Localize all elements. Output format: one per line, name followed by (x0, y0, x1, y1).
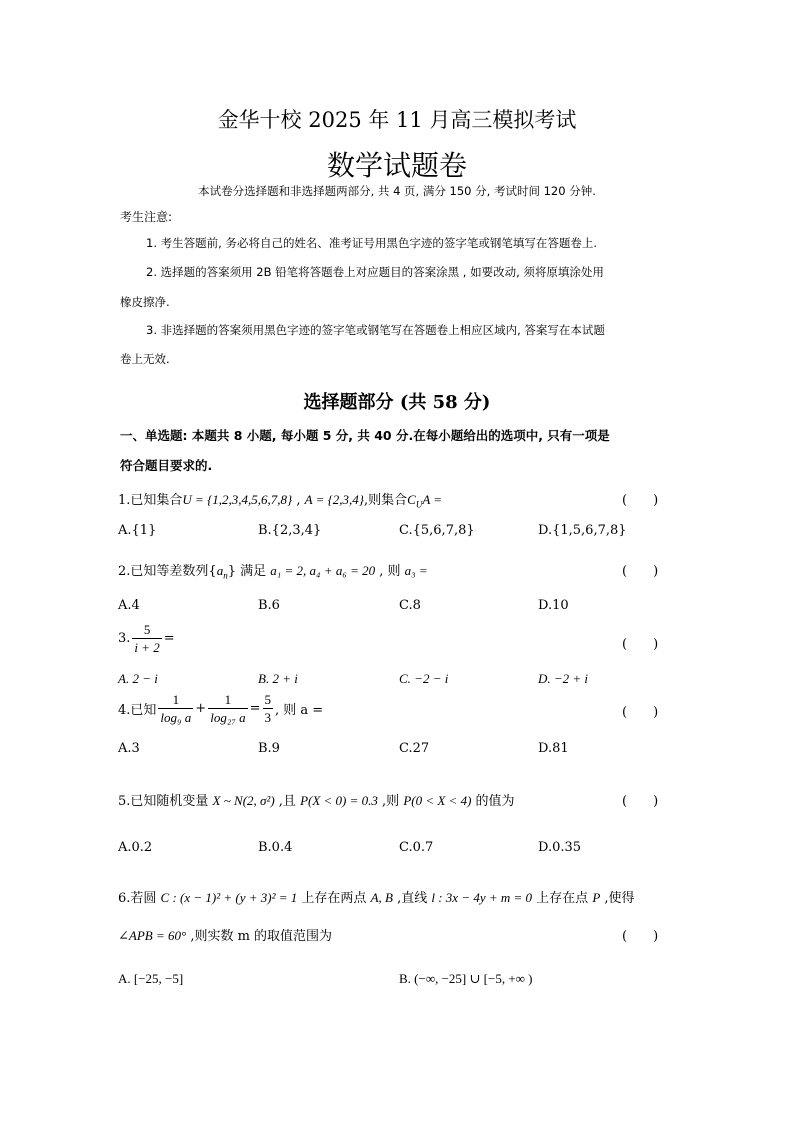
q3-option-c: C. −2 − i (399, 671, 449, 686)
q1-option-b: B.{2,3,4} (258, 523, 322, 538)
q4-option-d: D.81 (538, 741, 569, 756)
q3-numerator: 5 (132, 621, 161, 639)
q2-seq-sub: n (223, 570, 228, 581)
q4-denominator-1: log₉ a (160, 710, 192, 725)
note-3-line2: 卷上无效. (120, 352, 170, 366)
q1-end: A = (422, 492, 443, 507)
section-instructions-line2: 符合题目要求的. (120, 458, 213, 473)
q4-option-c: C.27 (399, 741, 430, 756)
q3-number: 3. (118, 631, 131, 646)
answer-bracket-4: ( ) (622, 705, 659, 720)
q1-option-a: A.{1} (118, 523, 157, 538)
q1-sep: , (292, 493, 305, 508)
q5-option-d: D.0.35 (538, 840, 582, 855)
q4-plus: + (195, 701, 207, 716)
q1-set-u: U = {1,2,3,4,5,6,7,8} (182, 492, 293, 507)
q1-option-c: C.{5,6,7,8} (399, 523, 475, 538)
q6-point-p: P (592, 890, 601, 905)
q6-mid2: ,直线 (392, 891, 432, 906)
q6-circle: C : (x − 1)² + (y + 3)² = 1 (160, 890, 298, 905)
q6-option-b: B. (−∞, −25] ∪ [−5, +∞ ) (399, 971, 533, 986)
q6-prefix: 6.若圆 (118, 891, 161, 906)
q5-prob-2: P(0 < X < 4) (403, 793, 472, 808)
q5-option-b: B.0.4 (258, 840, 293, 855)
q6-line: l : 3x − 4y + m = 0 (431, 890, 533, 905)
q5-distribution: X ~ N(2, σ²) (212, 793, 275, 808)
q4-numerator-2: 1 (208, 691, 247, 709)
q1-complement: C (407, 492, 416, 507)
q5-option-a: A.0.2 (118, 840, 153, 855)
notes-heading: 考生注意: (120, 210, 173, 224)
q5-post: ,则 (377, 794, 404, 809)
q6-post: 上存在点 (532, 891, 593, 906)
q4-post: , 则 a = (275, 703, 324, 718)
q1-post: ,则集合 (364, 493, 408, 508)
q4-fraction-1 (158, 691, 193, 726)
q2-option-a: A.4 (118, 598, 140, 613)
answer-bracket-6: ( ) (622, 929, 659, 944)
q3-option-b: B. 2 + i (258, 671, 298, 686)
note-1: 1. 考生答题前, 务必将自己的姓名、准考证号用黑色字迹的签字笔或钢笔填写在答题卷上. (146, 236, 598, 250)
q5-option-c: C.0.7 (399, 840, 434, 855)
q3-equals: = (163, 631, 175, 646)
q3-fraction (132, 621, 161, 656)
answer-bracket-3: ( ) (622, 637, 659, 652)
question-1 (118, 489, 442, 510)
q2-post: , 则 (375, 564, 405, 579)
section-instructions-line1: 一、单选题: 本题共 8 小题, 每小题 5 分, 共 40 分.在每小题给出的选项中, 只有一项是 (120, 428, 610, 443)
q2-prefix: 2.已知等差数列{ (118, 564, 217, 579)
q4-numerator-1: 1 (158, 691, 193, 709)
section-title: 选择题部分 (共 58 分) (303, 392, 491, 413)
note-2-line1: 2. 选择题的答案须用 2B 铅笔将答题卷上对应题目的答案涂黑 , 如要改动, 须将原填涂处用 (146, 265, 604, 279)
q4-fraction-2 (208, 691, 247, 726)
answer-bracket-2: ( ) (622, 564, 659, 579)
q4-numerator-3: 5 (264, 692, 272, 707)
question-3 (118, 621, 175, 656)
q3-denominator: i + 2 (134, 640, 160, 655)
q2-option-b: B.6 (258, 598, 280, 613)
q5-prob-1: P(X < 0) = 0.3 (300, 793, 378, 808)
question-5 (118, 790, 515, 809)
q1-complement-sub: U (415, 499, 423, 510)
paper-subtitle: 数学试题卷 (326, 149, 467, 182)
q5-end: 的值为 (471, 794, 515, 809)
q5-mid: ,且 (274, 794, 301, 809)
q4-denominator-3: 3 (264, 710, 272, 725)
q4-option-a: A.3 (118, 741, 140, 756)
question-2 (118, 560, 428, 581)
q4-prefix: 4.已知 (118, 703, 157, 718)
q3-option-d: D. −2 + i (538, 671, 589, 686)
q6-angle: ∠APB = 60° (118, 928, 187, 943)
question-6-line2 (118, 925, 332, 944)
q5-prefix: 5.已知随机变量 (118, 794, 213, 809)
q4-fraction-3 (263, 691, 274, 726)
q6-end: ,使得 (600, 891, 635, 906)
question-4 (118, 691, 323, 726)
q1-option-d: D.{1,5,6,7,8} (538, 523, 627, 538)
q2-target: a₃ = (404, 563, 428, 578)
paper-intro: 本试卷分选择题和非选择题两部分, 共 4 页, 满分 150 分, 考试时间 120 分钟. (198, 184, 596, 198)
answer-bracket-1: ( ) (622, 493, 659, 508)
question-6-line1 (118, 887, 635, 906)
answer-bracket-5: ( ) (622, 794, 659, 809)
note-3-line1: 3. 非选择题的答案须用黑色字迹的签字笔或钢笔写在答题卷上相应区域内, 答案写在本试题 (146, 323, 605, 337)
q6-ask: ,则实数 m 的取值范围为 (186, 929, 333, 944)
note-2-line2: 橡皮擦净. (120, 295, 170, 309)
q1-set-a: A = {2,3,4} (304, 492, 365, 507)
q4-option-b: B.9 (258, 741, 280, 756)
exam-title: 金华十校 2025 年 11 月高三模拟考试 (217, 108, 577, 132)
q2-option-c: C.8 (399, 598, 421, 613)
q4-denominator-2: log₂₇ a (210, 710, 246, 725)
q3-option-a: A. 2 − i (118, 671, 158, 686)
q2-condition: a₁ = 2, a₄ + a₆ = 20 (270, 563, 376, 578)
q6-points: A, B (370, 890, 393, 905)
q6-mid: 上存在两点 (297, 891, 371, 906)
q2-seq: a (216, 563, 224, 578)
q6-option-a: A. [−25, −5] (118, 971, 184, 986)
q1-prefix: 1.已知集合 (118, 493, 183, 508)
q4-equals: = (249, 701, 261, 716)
q2-mid: } 满足 (227, 564, 271, 579)
q2-option-d: D.10 (538, 598, 569, 613)
